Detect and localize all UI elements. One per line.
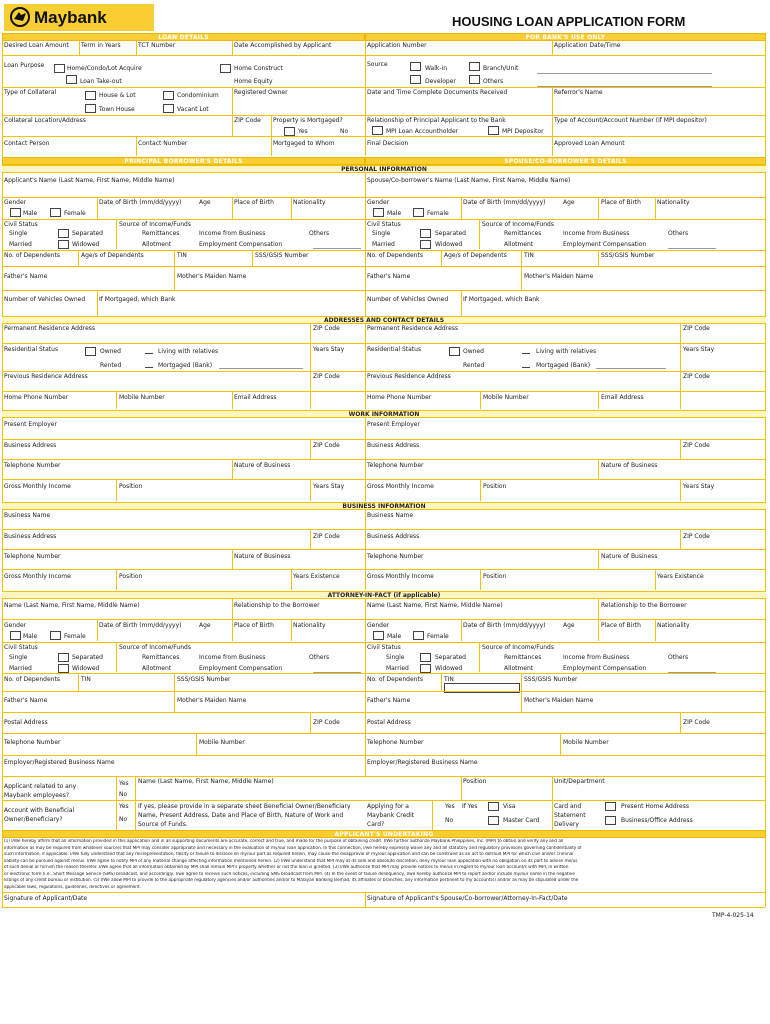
addresses-header: ADDRESSES AND CONTACT DETAILS xyxy=(323,317,445,324)
work-zip-label: ZIP Code xyxy=(313,442,340,449)
tin-label: TIN xyxy=(177,252,187,259)
datetime-docs-label: Date and Time Complete Documents Received xyxy=(367,89,508,96)
business-info-header: BUSINESS INFORMATION xyxy=(342,503,426,510)
spouse-married-checkbox[interactable] xyxy=(420,240,431,249)
account-type-label: Type of Account/Account Number (if MPI depositor) xyxy=(554,117,707,124)
att2-mobile-label: Mobile Number xyxy=(563,739,609,746)
spouse-tin-label: TIN xyxy=(524,252,534,259)
spouse-owned-label: Owned xyxy=(463,348,484,355)
referrer-label: Referror's Name xyxy=(554,89,603,96)
present-home-label: Present Home Address xyxy=(621,803,689,810)
single-checkbox[interactable] xyxy=(58,229,69,238)
permanent-label: Permanent Residence Address xyxy=(4,325,96,332)
spouse-single-label: Single xyxy=(372,230,391,237)
card-delivery-label: Card and Statement Delivery xyxy=(554,803,586,828)
postal-label: Postal Address xyxy=(4,719,48,726)
loan-takeout-label: Loan Take-out xyxy=(80,78,122,85)
gender-label: Gender xyxy=(4,199,27,206)
spouse-nature-label: Nature of Business xyxy=(601,462,658,469)
spouse-permanent-label: Permanent Residence Address xyxy=(367,325,459,332)
work-info-header: WORK INFORMATION xyxy=(348,411,420,418)
biz-zip-label: ZIP Code xyxy=(313,533,340,540)
att-single-checkbox[interactable] xyxy=(58,653,69,662)
contact-person-label: Contact Person xyxy=(4,140,50,147)
att-sss-label: SSS/GSIS Number xyxy=(177,676,231,683)
principal-borrower-header: PRINCIPAL BORROWER'S DETAILS xyxy=(124,158,243,165)
att2-single-checkbox[interactable] xyxy=(420,653,431,662)
att-female-label: Female xyxy=(64,633,86,640)
spouse-biz-telephone-label: Telephone Number xyxy=(367,553,424,560)
mpi-depositor-label: MPI Depositor xyxy=(502,128,544,135)
spouse-previous-zip-label: ZIP Code xyxy=(683,373,710,380)
owned-checkbox[interactable] xyxy=(85,347,96,356)
spouse-mortgaged-bank-label: Mortgaged (Bank) xyxy=(536,362,591,369)
spouse-dob-label: Date of Birth (mm/dd/yyyy) xyxy=(463,199,546,206)
spouse-business-address-label: Business Address xyxy=(367,442,420,449)
collateral-type-label: Type of Collateral xyxy=(4,89,57,96)
mortgaged-no-label: No xyxy=(340,128,349,135)
beneficial-note: If yes, please provide in a separate sheet Beneficial Owner/Beneficiary Name, Present Address, Date and Place of Birth, Nature of Work and Source of Funds. xyxy=(138,803,351,828)
developer-checkbox[interactable] xyxy=(410,75,421,84)
att-others-label: Others xyxy=(309,654,330,661)
townhouse-checkbox[interactable] xyxy=(85,104,96,113)
att2-female-checkbox[interactable] xyxy=(413,631,424,640)
widowed-label: Widowed xyxy=(72,241,100,248)
telephone-label: Telephone Number xyxy=(4,462,61,469)
att-female-checkbox[interactable] xyxy=(50,631,61,640)
house-lot-label: House & Lot xyxy=(99,92,136,99)
spouse-rented-label: Rented xyxy=(463,362,485,369)
applicant-name-label: Applicant's Name (Last Name, First Name, Middle Name) xyxy=(4,177,175,184)
loan-zip-label: ZIP Code xyxy=(234,117,261,124)
walkin-checkbox[interactable] xyxy=(410,62,421,71)
spouse-living-label: Living with relatives xyxy=(536,348,597,355)
spouse-biz-position-label: Position xyxy=(483,573,507,580)
spouse-separated-label: Separated xyxy=(435,230,466,237)
approved-amount-label: Approved Loan Amount xyxy=(554,140,625,147)
undertaking-line: applicable laws, regulations, guidelines, directives or agreement. xyxy=(4,884,141,890)
spouse-work-years-label: Years Stay xyxy=(683,483,715,490)
related-name-label: Name (Last Name, First Name, Middle Name) xyxy=(138,778,274,785)
living-label: Living with relatives xyxy=(158,348,219,355)
business-name-label: Business Name xyxy=(4,512,51,519)
biz-address-label: Business Address xyxy=(4,533,57,540)
att-age-label: Age xyxy=(199,622,211,629)
spouse-remittances-label: Remittances xyxy=(504,230,542,237)
related-position-label: Position xyxy=(463,778,487,785)
att2-source-label: Source of Income/Funds xyxy=(482,644,554,651)
female-label: Female xyxy=(64,210,86,217)
vacant-lot-checkbox[interactable] xyxy=(163,104,174,113)
permanent-zip-label: ZIP Code xyxy=(313,325,340,332)
desired-amount-label: Desired Loan Amount xyxy=(4,42,69,49)
vacant-lot-label: Vacant Lot xyxy=(177,106,209,113)
att-married-checkbox[interactable] xyxy=(58,664,69,673)
condominium-label: Condominium xyxy=(177,92,219,99)
att-mobile-label: Mobile Number xyxy=(199,739,245,746)
att-allotment-label: Allotment xyxy=(142,665,172,672)
att2-dob-label: Date of Birth (mm/dd/yyyy) xyxy=(463,622,546,629)
residential-status-label: Residential Status xyxy=(4,346,59,353)
att-source-label: Source of Income/Funds xyxy=(119,644,191,651)
ages-dependents-label: Age/s of Dependents xyxy=(81,252,144,259)
related-yes-label: Yes xyxy=(119,780,129,787)
att2-male-checkbox[interactable] xyxy=(373,631,384,640)
att2-married-label: Married xyxy=(386,665,409,672)
business-office-label: Business/Office Address xyxy=(621,817,693,824)
credit-question: Applying for a Maybank Credit Card? xyxy=(367,803,415,828)
att2-postal-label: Postal Address xyxy=(367,719,411,726)
spouse-owned-checkbox[interactable] xyxy=(449,347,460,356)
employment-label: Employment Compensation xyxy=(199,241,283,248)
biz-gross-label: Gross Monthly Income xyxy=(4,573,71,580)
vehicles-label: Number of Vehicles Owned xyxy=(4,296,86,303)
spouse-others-label: Others xyxy=(668,230,689,237)
mobile-label: Mobile Number xyxy=(119,394,165,401)
spouse-income-business-label: Income from Business xyxy=(563,230,630,237)
related-question: Applicant related to any Maybank employees? xyxy=(4,783,77,799)
position-label: Position xyxy=(119,483,143,490)
att2-tin-label: TIN xyxy=(444,676,454,683)
attorney-name-label: Name (Last Name, First Name, Middle Name) xyxy=(4,602,140,609)
spouse-mother-label: Mother's Maiden Name xyxy=(524,273,594,280)
spouse-attorney-name-label: Name (Last Name, First Name, Middle Name) xyxy=(367,602,503,609)
att2-remittances-label: Remittances xyxy=(504,654,542,661)
home-condo-label: Home/Condo/Lot Acquire xyxy=(67,65,142,72)
spouse-biz-years-label: Years Existence xyxy=(657,573,704,580)
credit-no-label: No xyxy=(445,817,454,824)
form-code: TMP-4-025-14 xyxy=(712,912,754,919)
att2-employer-registered-label: Employer/Registered Business Name xyxy=(367,759,478,766)
others-checkbox[interactable] xyxy=(469,75,480,84)
attorney-relationship-label: Relationship to the Borrower xyxy=(234,602,320,609)
att-tin-label: TIN xyxy=(81,676,91,683)
rented-label: Rented xyxy=(100,362,122,369)
spouse-widowed-label: Widowed xyxy=(435,241,463,248)
postal-zip-label: ZIP Code xyxy=(313,719,340,726)
married-checkbox[interactable] xyxy=(58,240,69,249)
civil-label: Civil Status xyxy=(4,221,38,228)
mpi-depositor-checkbox[interactable] xyxy=(488,126,499,135)
att2-male-label: Male xyxy=(387,633,402,640)
related-unit-label: Unit/Department xyxy=(554,778,605,785)
age-label: Age xyxy=(199,199,211,206)
male-checkbox[interactable] xyxy=(10,208,21,217)
att2-nationality-label: Nationality xyxy=(657,622,690,629)
source-label: Source xyxy=(367,61,388,68)
email-label: Email Address xyxy=(234,394,277,401)
att-pob-label: Place of Birth xyxy=(234,622,274,629)
beneficial-no-label: No xyxy=(119,816,128,823)
spouse-email-label: Email Address xyxy=(601,394,644,401)
undertaking-header: APPLICANT'S UNDERTAKING xyxy=(334,831,434,838)
spouse-name-label: Spouse/Co-borrower's Name (Last Name, First Name, Middle Name) xyxy=(367,177,571,184)
term-label: Term in Years xyxy=(81,42,121,49)
sig-applicant-label: Signature of Applicant/Date xyxy=(4,895,88,902)
spouse-if-mortgaged-label: If Mortgaged, which Bank xyxy=(463,296,540,303)
allotment-label: Allotment xyxy=(142,241,172,248)
mortgaged-bank-label: Mortgaged (Bank) xyxy=(158,362,213,369)
att2-allotment-label: Allotment xyxy=(504,665,534,672)
sss-label: SSS/GSIS Number xyxy=(255,252,309,259)
spouse-pob-label: Place of Birth xyxy=(601,199,641,206)
mortgaged-yes-label: Yes xyxy=(298,128,308,135)
father-label: Father's Name xyxy=(4,273,48,280)
loan-details-header: LOAN DETAILS xyxy=(158,34,209,41)
att2-separated-label: Separated xyxy=(435,654,466,661)
biz-position-label: Position xyxy=(119,573,143,580)
undertaking-line: such information, if applicable. I/We fully understand that any misrepresentation, falsity or failure to disclose on my/our part as required herein, may cause the disapproval of my/our application and can be construed as an act to defraud MPI for which civil and/or criminal xyxy=(4,852,574,857)
att-telephone-label: Telephone Number xyxy=(4,739,61,746)
registered-owner-label: Registered Owner xyxy=(234,89,288,96)
att-dependents-label: No. of Dependents xyxy=(4,676,60,683)
att-single-label: Single xyxy=(9,654,28,661)
house-lot-checkbox[interactable] xyxy=(85,91,96,100)
att2-telephone-label: Telephone Number xyxy=(367,739,424,746)
att2-pob-label: Place of Birth xyxy=(601,622,641,629)
spouse-married-label: Married xyxy=(372,241,395,248)
spouse-female-label: Female xyxy=(427,210,449,217)
undertaking-line: or electronic form (i.e., Short Message Service (SMS) broadcast, and accordingly, I/we agree to receive such notices, including SMS broadcast from MPI. (4) In the event of failure delinquency, I/we hereby authorize MPI to report and/or include my/our name in the negative xyxy=(4,871,575,877)
att2-widowed-label: Widowed xyxy=(435,665,463,672)
visa-label: Visa xyxy=(503,803,516,810)
att2-dependents-label: No. of Dependents xyxy=(367,676,423,683)
spouse-telephone-label: Telephone Number xyxy=(367,462,424,469)
spouse-gender-label: Gender xyxy=(367,199,390,206)
biz-years-label: Years Existence xyxy=(293,573,340,580)
mortgaged-question-label: Property is Mortgaged? xyxy=(273,117,343,124)
att2-father-label: Father's Name xyxy=(367,697,411,704)
att-male-checkbox[interactable] xyxy=(10,631,21,640)
others-income-label: Others xyxy=(309,230,330,237)
spouse-single-checkbox[interactable] xyxy=(420,229,431,238)
att2-others-label: Others xyxy=(668,654,689,661)
others-label: Others xyxy=(483,78,504,85)
att-dob-label: Date of Birth (mm/dd/yyyy) xyxy=(99,622,182,629)
spouse-source-income-label: Source of Income/Funds xyxy=(482,221,554,228)
loan-takeout-checkbox[interactable] xyxy=(66,75,77,84)
att-remittances-label: Remittances xyxy=(142,654,180,661)
att2-single-label: Single xyxy=(386,654,405,661)
spouse-years-stay-label: Years Stay xyxy=(683,346,715,353)
undertaking-text xyxy=(4,839,762,891)
att-father-label: Father's Name xyxy=(4,697,48,704)
att2-age-label: Age xyxy=(563,622,575,629)
att2-postal-zip-label: ZIP Code xyxy=(683,719,710,726)
spouse-work-zip-label: ZIP Code xyxy=(683,442,710,449)
att2-employment-label: Employment Compensation xyxy=(563,665,647,672)
mother-label: Mother's Maiden Name xyxy=(177,273,247,280)
employer-registered-label: Employer/Registered Business Name xyxy=(4,759,115,766)
spouse-biz-gross-label: Gross Monthly Income xyxy=(367,573,434,580)
att2-mother-label: Mother's Maiden Name xyxy=(524,697,594,704)
spouse-mobile-label: Mobile Number xyxy=(483,394,529,401)
form-title: HOUSING LOAN APPLICATION FORM xyxy=(452,14,686,29)
spouse-father-label: Father's Name xyxy=(367,273,411,280)
spouse-allotment-label: Allotment xyxy=(504,241,534,248)
separated-label: Separated xyxy=(72,230,103,237)
spouse-biz-nature-label: Nature of Business xyxy=(601,553,658,560)
undertaking-line: of such denial or furnish the reason therefor. I/We agree that all information obtained by MPI shall remain MPI's property whether or not the loan is granted. (3) I/We authorize that MPI may provide notices to me/us in regard to my/our loan account/s with MPI, in written xyxy=(4,865,569,870)
single-label: Single xyxy=(9,230,28,237)
undertaking-line: information as may be required from whatever source/s that MPI may consider appropriate and necessary in the evaluation of my/our loan application. In this connection, I/we hereby expressly waive any and all statutory and regulatory provisions governing confidentiality of xyxy=(4,845,582,851)
undertaking-line: listings of any credit bureau or institution. (5) I/We allow MPI to provide to the appropriate regulatory agencies and/or authorities and/or to Malayan Banking Berhad, its affiliates or branches, any information pertinent to my account(s) and/or as may be stipulated under the xyxy=(4,878,579,883)
app-number-label: Application Number xyxy=(367,42,427,49)
branch-unit-label: Branch/Unit xyxy=(483,65,519,72)
att-nationality-label: Nationality xyxy=(293,622,326,629)
mortgaged-whom-label: Mortgaged to Whom xyxy=(273,140,335,147)
spouse-biz-zip-label: ZIP Code xyxy=(683,533,710,540)
collateral-location-label: Collateral Location/Address xyxy=(4,117,86,124)
undertaking-line: liability can be pursued against me/us. I/We agree to notify MPI of any material change affecting information mentioned herein. (2) I/We understand that MPI may at its sole and absolute discretion, deny my/our loan application with no obligation on its part to advise me/us xyxy=(4,858,578,864)
spouse-residential-status-label: Residential Status xyxy=(367,346,422,353)
present-home-checkbox[interactable] xyxy=(605,802,616,811)
pob-label: Place of Birth xyxy=(234,199,274,206)
male-label: Male xyxy=(23,210,38,217)
spouse-attorney-relationship-label: Relationship to the Borrower xyxy=(601,602,687,609)
mpi-loan-label: MPI Loan Accountholder xyxy=(386,128,459,135)
attorney-header: ATTORNEY-IN-FACT (if applicable) xyxy=(327,592,441,599)
relationship-principal-label: Relationship of Principal Applicant to the Bank xyxy=(367,117,506,124)
date-accomplished-label: Date Accomplished by Applicant xyxy=(234,42,332,49)
spouse-civil-label: Civil Status xyxy=(367,221,401,228)
owned-label: Owned xyxy=(100,348,121,355)
att2-female-label: Female xyxy=(427,633,449,640)
credit-if-yes-label: If Yes xyxy=(462,803,478,810)
maybank-tiger-icon xyxy=(10,7,30,27)
branch-unit-checkbox[interactable] xyxy=(469,62,480,71)
att-separated-label: Separated xyxy=(72,654,103,661)
income-business-label: Income from Business xyxy=(199,230,266,237)
home-equity-label: Home Equity xyxy=(234,78,273,85)
app-datetime-label: Application Date/Time xyxy=(554,42,621,49)
spouse-sss-label: SSS/GSIS Number xyxy=(601,252,655,259)
att-mother-label: Mother's Maiden Name xyxy=(177,697,247,704)
home-construct-label: Home Construct xyxy=(234,65,283,72)
att-employment-label: Employment Compensation xyxy=(199,665,283,672)
dob-label: Date of Birth (mm/dd/yyyy) xyxy=(99,199,182,206)
years-stay-label: Years Stay xyxy=(313,346,345,353)
gross-label: Gross Monthly Income xyxy=(4,483,71,490)
sig-spouse-label: Signature of Applicant's Spouse/Co-borrower/Attorney-In-Fact/Date xyxy=(367,895,568,902)
home-condo-checkbox[interactable] xyxy=(54,64,65,73)
condominium-checkbox[interactable] xyxy=(163,91,174,100)
beneficial-yes-label: Yes xyxy=(119,803,129,810)
work-years-label: Years Stay xyxy=(313,483,345,490)
spouse-business-name-label: Business Name xyxy=(367,512,414,519)
spouse-borrower-header: SPOUSE/CO-BORROWER'S DETAILS xyxy=(504,158,627,165)
att2-gender-label: Gender xyxy=(367,622,390,629)
related-no-label: No xyxy=(119,791,128,798)
walkin-label: Walk-in xyxy=(425,65,448,72)
tct-label: TCT Number xyxy=(138,42,176,49)
bank-use-header: FOR BANK'S USE ONLY xyxy=(525,34,606,41)
remittances-label: Remittances xyxy=(142,230,180,237)
spouse-dependents-label: No. of Dependents xyxy=(367,252,423,259)
home-phone-label: Home Phone Number xyxy=(4,394,69,401)
beneficial-question: Account with Beneficial Owner/Beneficiary? xyxy=(4,807,75,823)
spouse-vehicles-label: Number of Vehicles Owned xyxy=(367,296,449,303)
if-mortgaged-label: If Mortgaged, which Bank xyxy=(99,296,176,303)
spouse-male-checkbox[interactable] xyxy=(373,208,384,217)
att-married-label: Married xyxy=(9,665,32,672)
dependents-label: No. of Dependents xyxy=(4,252,60,259)
personal-info-header: PERSONAL INFORMATION xyxy=(341,166,427,173)
developer-label: Developer xyxy=(425,78,456,85)
spouse-previous-label: Previous Residence Address xyxy=(367,373,451,380)
source-income-label: Source of Income/Funds xyxy=(119,221,191,228)
att-income-business-label: Income from Business xyxy=(199,654,266,661)
mastercard-checkbox[interactable] xyxy=(488,816,499,825)
mortgaged-yes-checkbox[interactable] xyxy=(284,127,295,136)
visa-checkbox[interactable] xyxy=(488,802,499,811)
brand-name: Maybank xyxy=(34,8,107,27)
mastercard-label: Master Card xyxy=(503,817,540,824)
att-gender-label: Gender xyxy=(4,622,27,629)
townhouse-label: Town House xyxy=(99,106,135,113)
spouse-employment-label: Employment Compensation xyxy=(563,241,647,248)
previous-label: Previous Residence Address xyxy=(4,373,88,380)
spouse-home-phone-label: Home Phone Number xyxy=(367,394,432,401)
spouse-age-label: Age xyxy=(563,199,575,206)
employer-label: Present Employer xyxy=(4,421,57,428)
home-construct-checkbox[interactable] xyxy=(220,64,231,73)
married-label: Married xyxy=(9,241,32,248)
female-checkbox[interactable] xyxy=(50,208,61,217)
spouse-permanent-zip-label: ZIP Code xyxy=(683,325,710,332)
previous-zip-label: ZIP Code xyxy=(313,373,340,380)
spouse-female-checkbox[interactable] xyxy=(413,208,424,217)
final-decision-label: Final Decision xyxy=(367,140,409,147)
nature-label: Nature of Business xyxy=(234,462,291,469)
credit-yes-label: Yes xyxy=(445,803,455,810)
spouse-male-label: Male xyxy=(387,210,402,217)
loan-purpose-label: Loan Purpose xyxy=(4,62,45,69)
spouse-ages-dependents-label: Age/s of Dependents xyxy=(444,252,507,259)
att-male-label: Male xyxy=(23,633,38,640)
business-address-label: Business Address xyxy=(4,442,57,449)
att2-civil-label: Civil Status xyxy=(367,644,401,651)
spouse-biz-address-label: Business Address xyxy=(367,533,420,540)
spouse-position-label: Position xyxy=(483,483,507,490)
nationality-label: Nationality xyxy=(293,199,326,206)
att2-income-business-label: Income from Business xyxy=(563,654,630,661)
att2-married-checkbox[interactable] xyxy=(420,664,431,673)
att2-sss-label: SSS/GSIS Number xyxy=(524,676,578,683)
spouse-employer-label: Present Employer xyxy=(367,421,420,428)
biz-nature-label: Nature of Business xyxy=(234,553,291,560)
spouse-nationality-label: Nationality xyxy=(657,199,690,206)
mpi-loan-checkbox[interactable] xyxy=(372,126,383,135)
att-civil-label: Civil Status xyxy=(4,644,38,651)
att-widowed-label: Widowed xyxy=(72,665,100,672)
contact-number-label: Contact Number xyxy=(138,140,188,147)
spouse-gross-label: Gross Monthly Income xyxy=(367,483,434,490)
business-office-checkbox[interactable] xyxy=(605,816,616,825)
biz-telephone-label: Telephone Number xyxy=(4,553,61,560)
undertaking-line: (1) I/We hereby affirm that all information provided in this application and in all supporting documents are accurate, correct and true, and made for the purpose of obtaining credit. I/We further authorize Maybank Philippines, Inc. (MPI) to obtain and verify any and all xyxy=(4,839,564,844)
